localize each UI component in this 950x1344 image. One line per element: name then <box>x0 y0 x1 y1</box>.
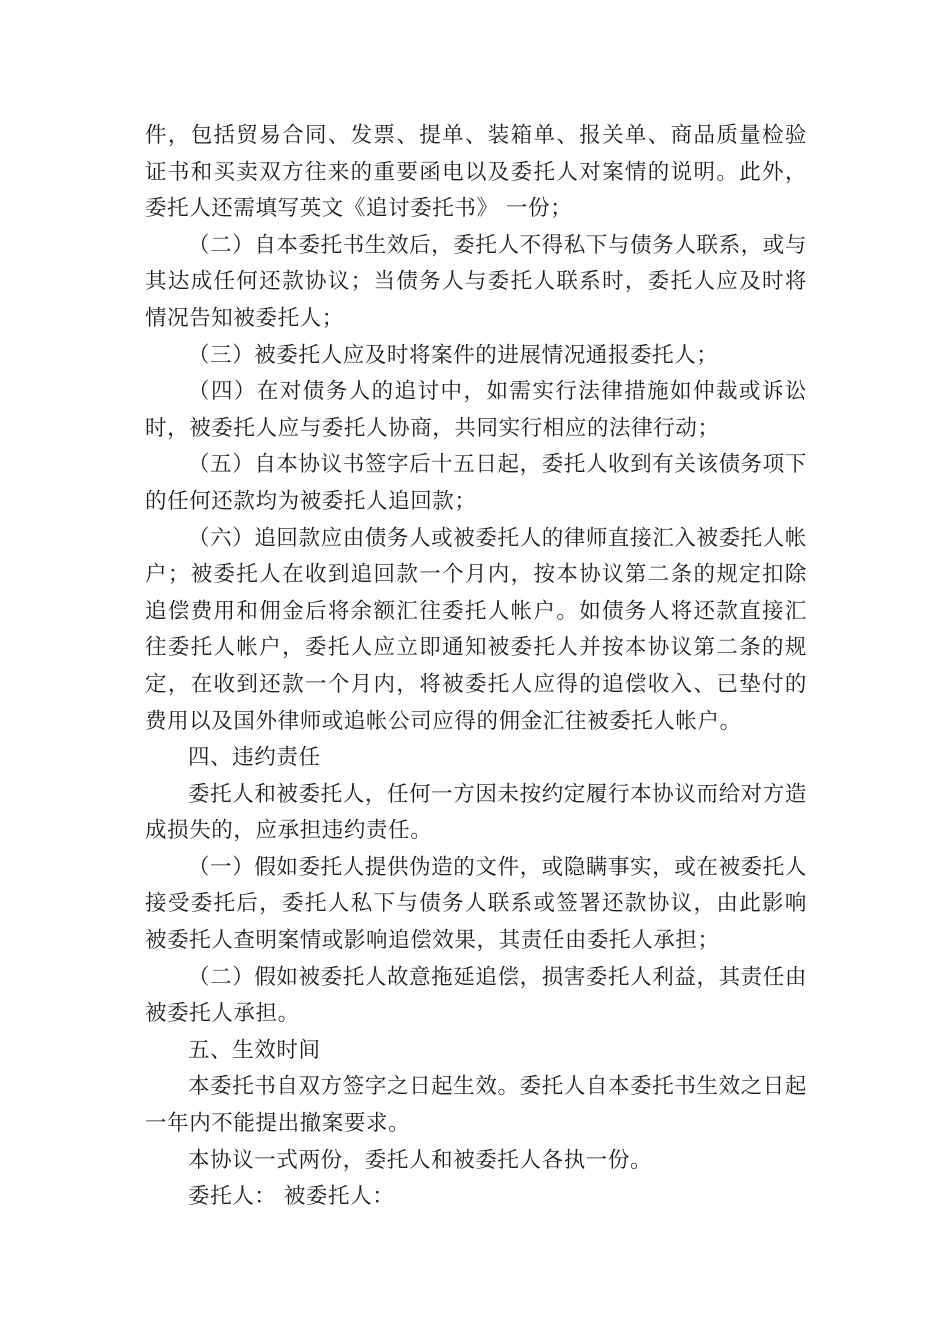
section-heading-effective: 五、生效时间 <box>188 1037 321 1063</box>
paragraph-copies: 本协议一式两份，委托人和被委托人各执一份。 <box>188 1147 653 1173</box>
paragraph-clause-6: （六）追回款应由债务人或被委托人的律师直接汇入被委托人帐户；被委托人在收到追回款一个月内，按本协议第二条的规定扣除追偿费用和佣金后将余额汇往委托人帐户。如债务人将还款直接汇往委托人帐户，委托人应立即通知被委托人并按本协议第二条的规定，在收到还款一个月内，将被委托人应得的追偿收入、已垫付的费用以及国外律师或追帐公司应得的佣金汇往被委托人帐户。 <box>145 525 807 734</box>
paragraph-clause-2: （二）自本委托书生效后，委托人不得私下与债务人联系，或与其达成任何还款协议；当债务人与委托人联系时，委托人应及时将情况告知被委托人； <box>145 232 807 331</box>
paragraph-clause-3: （三）被委托人应及时将案件的进展情况通报委托人； <box>188 342 719 368</box>
document-body <box>145 118 807 1216</box>
signature-line: 委托人： 被委托人： <box>188 1184 395 1210</box>
paragraph-clause-4: （四）在对债务人的追讨中，如需实行法律措施如仲裁或诉讼时，被委托人应与委托人协商，共同实行相应的法律行动； <box>145 379 807 441</box>
paragraph-continuation: 件，包括贸易合同、发票、提单、装箱单、报关单、商品质量检验证书和买卖双方往来的重要函电以及委托人对案情的说明。此外，委托人还需填写英文《追讨委托书》 一份； <box>145 123 807 222</box>
paragraph-clause-5: （五）自本协议书签字后十五日起，委托人收到有关该债务项下的任何还款均为被委托人追回款； <box>145 452 807 514</box>
paragraph-effective: 本委托书自双方签字之日起生效。委托人自本委托书生效之日起一年内不能提出撤案要求。 <box>145 1074 807 1137</box>
paragraph-breach-1: （一）假如委托人提供伪造的文件，或隐瞒事实，或在被委托人接受委托后，委托人私下与债务人联系或签署还款协议，由此影响被委托人查明案情或影响追偿效果，其责任由委托人承担； <box>145 854 807 954</box>
paragraph-breach-intro: 委托人和被委托人，任何一方因未按约定履行本协议而给对方造成损失的，应承担违约责任。 <box>145 781 807 844</box>
paragraph-breach-2: （二）假如被委托人故意拖延追偿，损害委托人利益，其责任由被委托人承担。 <box>145 964 807 1027</box>
section-heading-breach: 四、违约责任 <box>188 745 321 771</box>
